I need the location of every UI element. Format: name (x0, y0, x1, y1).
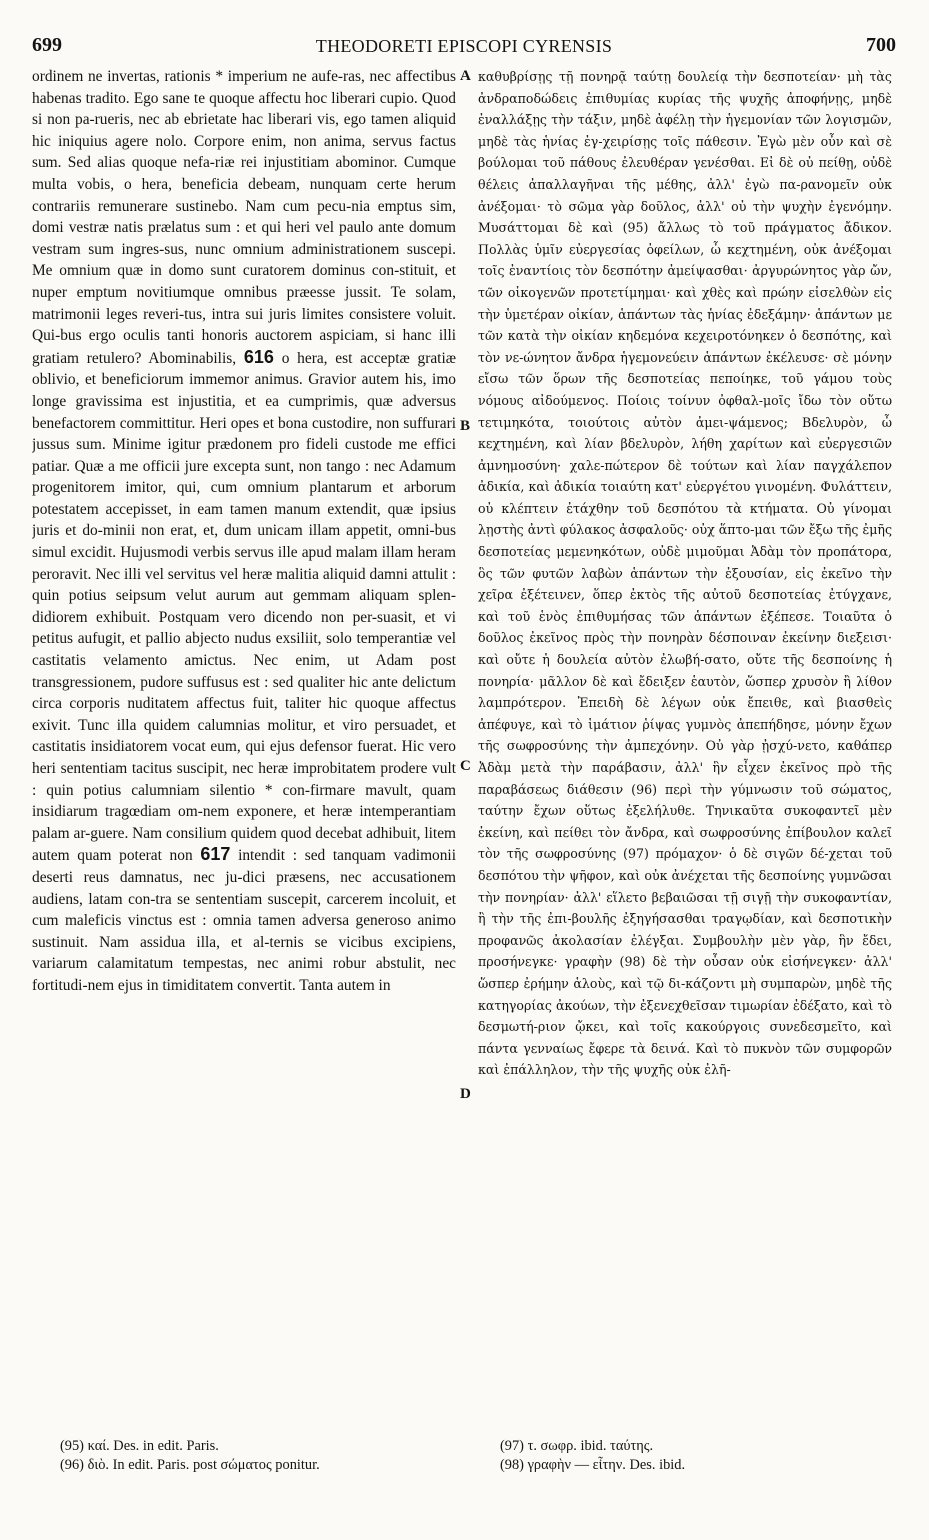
latin-column (32, 66, 456, 1421)
column-number-616: 616 (243, 346, 274, 367)
page-number-right: 700 (866, 34, 896, 56)
margin-letter-b: B (460, 418, 471, 434)
running-title: THEODORETI EPISCOPI CYRENSIS (315, 36, 613, 56)
greek-text: καθυβρίσῃς τῇ πονηρᾷ ταύτῃ δουλείᾳ τὴν δεσποτείαν· μὴ τὰς ἀνδραποδώδεις ἐπιθυμίας κυρίας τῆς ψυχῆς ἀποφήνῃς, μηδὲ ἐναλλάξῃς τὴν τάξιν, μηδὲ ἀφέλῃ τὴν ἡγεμονίαν τῶν λογισμῶν, μηδὲ τὰς ἡνίας ἐγ-χειρίσῃς τοῖς πάθεσιν. Ἐγὼ μὲν οὖν καὶ σὲ βούλομαι τοῦ πάθους ἐλευθέραν γενέσθαι. Εἰ δὲ οὐ πείθῃ, οὐδὲ θέλεις ἀπαλλαγῆναι τῆς μέθης, ἀλλ' ἐγὼ πα-ρανομεῖν οὐκ ἀνέξομαι· τὸ σῶμα γὰρ δοῦλος, ἀλλ' οὐ τὴν ψυχὴν ἐγενόμην. Μυσάττομαι δὲ καὶ (95) ἄλλως τὸ τοῦ πράγματος ἄδικον. Πολλὰς ὑμῖν εὐεργεσίας ὀφείλων, ὦ κεχτημένη, οὐκ ἀνέξομαι τοῖς ἐναντίοις τὸν δεσπότην ἀμείψασθαι· ἀργυρώνητος γὰρ ὤν, τῶν οἰκογενῶν προτετίμημαι· καὶ χθὲς καὶ πρώην εἰσελθὼν εἰς τὴν ὑμετέραν οἰκίαν, ἁπάντων τὰς ἡνίας ἐδεξάμην· ἁπάντων με τῶν κατὰ τὴν οἰκίαν κηδεμόνα κεχειροτόνηκεν ὁ δεσπότης, καὶ τὸν νε-ώνητον ἄνδρα ἡγεμονεύειν ἁπάντων ἐκέλευσε· σὲ μόνην εἴσω τῶν ὅρων τῆς δεσποτείας πεποίηκε, τοῦ γάμου τοὺς νόμους αἰδούμενος. Ποίοις τοίνυν ὀφθαλ-μοῖς ἴδω τὸν οὕτω τετιμηκότα, τοιούτοις αὐτὸν ἀμει-ψάμενος; Βδελυρὸν, ὦ κεχτημένη, καὶ λίαν βδελυρὸν, λήθη χαρίτων καὶ εὐεργεσιῶν ἀμνημοσύνη· χαλε-πώτερον δὲ τούτων καὶ λίαν παγχάλεπον ἀδικία, καὶ ἀδικία τοιαύτη κατ' εὐεργέτου γινομένη. Φυλάττειν, οὐ κλέπτειν ἐτάχθην τοῦ δεσπότου τὰ κτήματα. Οὐ γίνομαι λῃστὴς ἀντὶ φύλακος ἀσφαλοῦς· οὐχ ἅπτο-μαι τῶν ἔξω τῆς ἐμῆς δεσποτείας μεμενηκότων, οὐδὲ μιμοῦμαι Ἀδὰμ τὸν προπάτορα, ὃς τῶν φυτῶν λαβὼν ἁπάντων τὴν ἐξουσίαν, εἰς ἐκεῖνο τὴν χεῖρα ἐξέτεινεν, ὅπερ ἐκτὸς τῆς αὐτοῦ δεσποτείας ἐτύγχανε, καὶ τοῦ ἑνὸς ἐπιθυμήσας τῶν ἁπάντων ἐξέπεσε. Τοιαῦτα ὁ δοῦλος ἐκεῖνος πρὸς τὴν πονηρὰν δέσποιναν ἐκείνην διεξεισι· καὶ οὔτε ἡ δουλεία αὐτὸν ἐλωβή-σατο, οὔτε τῆς δεσποίνης ἡ πονηρία· μᾶλλον δὲ καὶ ἔδειξεν ἑαυτὸν, ὥσπερ χρυσὸν ἢ λίθον λαμπρότερον. Ἐπειδὴ δὲ λέγων οὐκ ἔπειθε, καὶ βιασθεὶς ἀπέφυγε, καὶ τὸ ἱμάτιον ῥίψας γυμνὸς ἀπεπήδησε, μόνην ἔχων τῆς σωφροσύνης τὴν ἀμπεχόνην. Οὐ γὰρ ᾐσχύ-νετο, καθάπερ Ἀδὰμ μετὰ τὴν παράβασιν, ἀλλ' ἣν εἶχεν ἐκεῖνος πρὸ τῆς παραβάσεως διάθεσιν (96) περὶ τὴν γύμνωσιν τοῦ σώματος, ταύτην ἔχων οὕτως ἐξελήλυθε. Τηνικαῦτα συκοφαντεῖ μὲν ἐκείνη, καὶ πείθει τὸν ἄνδρα, καὶ σωφροσύνης ἐπίβουλον καλεῖ τὸν τῆς σωφροσύνης (97) πρόμαχον· ὁ δὲ σιγῶν δέ-χεται τοῦ δεσπότου τὴν ψῆφον, καὶ οὐκ ἀνέχεται τῆς δεσποίνης γυμνῶσαι τὴν πονηρίαν· ἀλλ' εἵλετο βεβαιῶσαι τῇ σιγῇ τὴν συκοφαντίαν, ἢ τὴν τῆς ἐπι-βουλῆς ἐξηγήσασθαι τραγῳδίαν, καὶ δεσποτικὴν προφανῶς ἀκολασίαν ἐλέγξαι. Συμβουλὴν μὲν γὰρ, ἣν ἔδει, προσήνεγκε· γραφὴν (98) δὲ τὴν οὖσαν οὐκ εἰσήνεγκεν· ἀλλ' ὥσπερ ἐρήμην ἁλοὺς, καὶ τῷ δι-κάζοντι μὴ συμπαρὼν, μηδὲ τῆς κατηγορίας ἀκούων, τὴν ἐξενεχθεῖσαν τιμωρίαν ἐδέξατο, καὶ τὸ δεσμωτή-ριον ᾤκει, καὶ τοῖς κακούργοις συνεδεσμεῖτο, καὶ πάντα γενναίως ἔφερε τὰ δεινά. Καὶ τὸ πυκνὸν τῶν συμφορῶν καὶ ἐπάλληλον, τὴν τῆς ψυχῆς οὐκ ἐλῆ- (478, 69, 892, 1078)
latin-text-part-1: ordinem ne invertas, rationis * imperium ne aufe-ras, nec affectibus habenas tradito. Ego sane te quoque affectu hoc liberari cupio. Quod si non pa-rueris, nec ab ebrietate hac liberari vis, ego tamen aliquid hic iniquius agere nolo. Corpore enim, non anima, servus factus sum. Sed alias quoque nefa-riæ rei injustitiam abominor. Cumque multa vobis, o hera, beneficia debeam, nunquam certe herum contrariis remunerare sustinebo. Nam cum pecu-nia emptus sim, domi vestræ natis prælatus sum : et qui heri vel paulo ante domum vestram sum ingres-sus, nunc omnium administrationem suscepi. Me omnium quæ in domo sunt curatorem dominus con-stituit, et nuper emptum novitiumque omnibus præesse jussit. Te solam, matrimonii leges reveri-tus, intra sui juris limites consistere voluit. Qui-bus ergo oculis tanti honoris auctorem aspiciam, si hanc illi gratiam retulero? Abominabilis, (32, 68, 456, 367)
footnotes-right (500, 1437, 900, 1475)
column-number-617: 617 (200, 844, 231, 865)
latin-text-part-3: intendit : sed tanquam vadimonii deserti reus damnatus, nec ju-dici præsens, nec accusationem audiens, latam con-tra se sententiam suscepit, carcerem incoluit, et cum maleficis vinctus est : omnia tamen adversa generoso animo sustinuit. Nam assidua illa, et al-ternis se vicibus excipiens, variarum calamitatum tempestas, nec animi robur abstulit, nec fortitudi-nem ejus in timiditatem convertit. Tanta autem in (32, 847, 456, 994)
greek-column (478, 66, 892, 1421)
footnote-96: (96) διὸ. In edit. Paris. post σώματος ponitur. (60, 1457, 320, 1473)
footnotes-left (60, 1437, 460, 1475)
footnote-97: (97) τ. σωφρ. ibid. ταύτης. (500, 1438, 654, 1454)
footnote-95: (95) καί. Des. in edit. Paris. (60, 1438, 219, 1454)
margin-section-letters (456, 66, 478, 1421)
page-header (32, 34, 896, 60)
latin-text-part-2: o hera, est acceptæ gratiæ oblivio, et beneficiorum immemor animus. Gravior autem his, imo longe gravissima est injustitia, et ea cumprimis, quæ adversus benefactorem committitur. Heri opes et bona custodire, non suffurari jussus sum. Minime igitur prædonem pro fideli custode me effici patiar. Quæ a me officii jure excepta sunt, non tango : nec Adamum progenitorem imitor, qui, cum omnium plantarum et arborum potestatem accepisset, in eam tamen manum extendit, quæ ipsius juris et do-minii non erat, et, dum unicam illam appetit, omni-bus simul excidit. Hujusmodi verbis servus ille apud malam illam heram peroravit. Nec illi vel servitus vel heræ malitia aliquid damni attulit : quin potius seipsum velut aurum aut gemmam aliquam splen-didiorem exhibuit. Postquam vero dicendo non per-suasit, et vi petitus aufugit, et pallio abjecto nudus exsiliit, solo temperantiæ vel castitatis velamento amictus. Nec enim, ut Adam post transgressionem, pudore suffusus est : sed qualiter hic ante delictum circa corporis nuditatem affectus fuit, taliter hic quoque affectus exivit. Tunc illa quidem calumnias molitur, et viro persuadet, et castitatis insidiatorem vocat eum, qui ejus defensor fuerat. Hic vero heri sententiam tacitus suscipit, nec heræ improbitatem prodere vult : quin potius calumniam silentio * con-firmare mavult, quam insidiarum tragœdiam om-nem exponere, et heræ intemperantiam palam ar-guere. Nam consilium quidem quod decebat adhibuit, litem autem quam poterat non (32, 349, 456, 865)
margin-letter-a: A (460, 68, 471, 84)
footnote-98: (98) γραφὴν — εἶτην. Des. ibid. (500, 1457, 686, 1473)
margin-letter-d: D (460, 1086, 471, 1102)
page-number-left: 699 (32, 34, 62, 56)
margin-letter-c: C (460, 758, 471, 774)
